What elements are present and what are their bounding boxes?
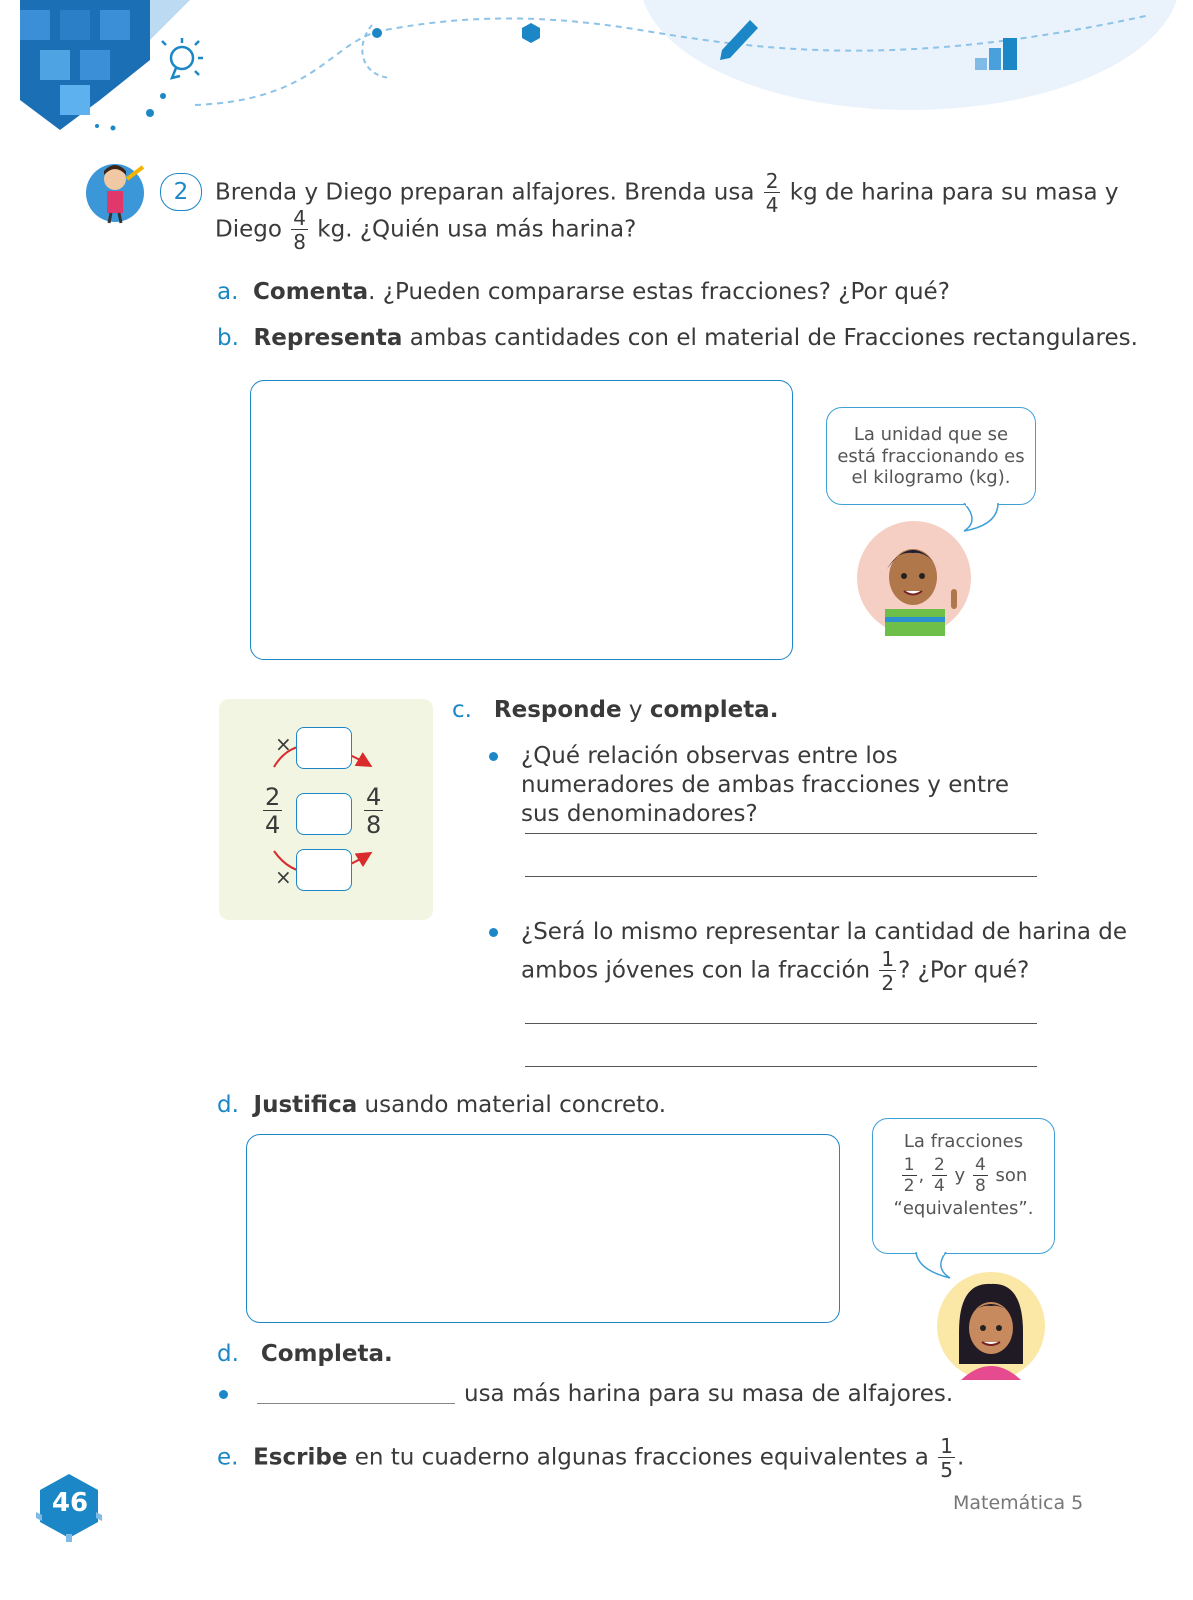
equivalence-diagram (219, 699, 433, 920)
item-verb: completa. (649, 697, 779, 723)
boy-avatar (857, 521, 972, 636)
item-letter: a. (217, 279, 239, 305)
equality-box[interactable] (296, 793, 352, 835)
bubble-line-3: “equivalentes”. (893, 1197, 1034, 1219)
fill-in-line[interactable] (257, 1403, 455, 1404)
question-2-line-2 (521, 949, 1029, 993)
numerator: 2 (933, 1154, 945, 1175)
item-b (217, 324, 1138, 353)
answer-line[interactable] (525, 1066, 1037, 1067)
item-verb: Responde (493, 697, 622, 723)
cube-icon (522, 23, 540, 43)
problem-text: Diego (215, 216, 282, 243)
denominator: 8 (366, 811, 382, 839)
numerator: 4 (974, 1154, 986, 1175)
problem-text: kg de harina para su masa y (789, 179, 1119, 206)
lightbulb-icon (162, 38, 203, 78)
item-d-justifica (217, 1091, 666, 1120)
multiplier-box-bottom[interactable] (296, 849, 352, 891)
fraction-1-2 (879, 949, 896, 993)
item-verb: Representa (253, 325, 403, 351)
item-text: y (621, 697, 650, 723)
answer-line[interactable] (525, 833, 1037, 834)
numerator: 2 (265, 783, 281, 811)
item-text: en tu cuaderno algunas fracciones equivalentes a (347, 1444, 929, 1471)
question-2-line-1: ¿Será lo mismo representar la cantidad de harina de (521, 919, 1127, 945)
denominator: 4 (765, 193, 779, 217)
period: . (956, 1444, 965, 1471)
denominator: 5 (940, 1458, 953, 1482)
item-verb: Comenta (253, 279, 369, 305)
denominator: 2 (903, 1175, 915, 1196)
numerator: 4 (293, 206, 306, 230)
girl-avatar (85, 157, 145, 225)
numerator: 1 (881, 947, 895, 971)
bullet (219, 1390, 228, 1399)
numerator: 2 (765, 169, 779, 193)
item-text: ambas cantidades con el material de Fracciones rectangulares. (402, 325, 1138, 351)
problem-line-2 (215, 208, 636, 252)
item-letter: d. (217, 1092, 239, 1118)
multiplier-box-top[interactable] (296, 727, 352, 769)
speech-bubble-equivalent (872, 1118, 1055, 1254)
numerator: 1 (903, 1154, 915, 1175)
problem-text: Brenda y Diego preparan alfajores. Brenda usa (215, 179, 755, 206)
question-text: ambos jóvenes con la fracción (521, 957, 871, 984)
answer-box-b[interactable] (250, 380, 793, 660)
answer-line[interactable] (525, 1023, 1037, 1024)
numerator: 1 (940, 1434, 953, 1458)
complete-sentence: usa más harina para su masa de alfajores. (464, 1381, 954, 1407)
question-text: ? ¿Por qué? (898, 957, 1030, 984)
speech-bubble-hint (826, 407, 1036, 505)
separator: son (995, 1164, 1028, 1186)
girl-portrait-avatar (937, 1272, 1045, 1380)
bubble-line-1: La fracciones (903, 1131, 1024, 1152)
separator: y (954, 1164, 966, 1186)
item-text: usando material concreto. (357, 1092, 667, 1118)
bullet (489, 752, 498, 761)
item-verb: Escribe (253, 1444, 348, 1471)
item-text: . ¿Pueden compararse estas fracciones? ¿Por qué? (368, 279, 950, 305)
denominator: 8 (293, 230, 306, 254)
book-title: Matemática 5 (953, 1492, 1084, 1514)
problem-number: 2 (160, 173, 202, 211)
separator: , (918, 1164, 925, 1186)
item-verb: Completa. (260, 1341, 393, 1367)
bullet (489, 928, 498, 937)
item-d-completa (217, 1340, 393, 1369)
item-c (452, 696, 778, 725)
fraction-1-5 (938, 1436, 955, 1480)
item-letter: b. (217, 325, 239, 351)
times-sign-top: × (275, 732, 292, 756)
denominator: 8 (974, 1175, 986, 1196)
answer-line[interactable] (525, 876, 1037, 877)
problem-text: kg. ¿Quién usa más harina? (317, 216, 637, 243)
fraction-4-8 (291, 208, 308, 252)
item-e (217, 1436, 964, 1480)
answer-box-d[interactable] (246, 1134, 840, 1323)
fraction-2-4 (764, 171, 781, 215)
bubble-fractions (873, 1154, 1054, 1196)
numerator: 4 (366, 783, 382, 811)
item-letter: e. (217, 1444, 239, 1471)
denominator: 4 (265, 811, 281, 839)
question-1: ¿Qué relación observas entre los numeradores de ambas fracciones y entre sus denominadores? (521, 743, 1010, 827)
header-decoration (0, 0, 1193, 150)
item-letter: d. (217, 1341, 239, 1367)
denominator: 4 (933, 1175, 945, 1196)
item-letter: c. (452, 697, 472, 723)
times-sign-bottom: × (275, 865, 292, 889)
header-graphics (0, 0, 1193, 150)
denominator: 2 (881, 971, 895, 995)
dot-marker (372, 28, 382, 38)
item-a (217, 278, 950, 307)
right-fraction (362, 785, 385, 837)
bubble-text: La unidad que se está fraccionando es el kilogramo (kg). (837, 424, 1025, 489)
page-number: 46 (51, 1488, 89, 1518)
cubes-decoration (20, 0, 190, 131)
item-verb: Justifica (253, 1092, 358, 1118)
left-fraction (261, 785, 284, 837)
